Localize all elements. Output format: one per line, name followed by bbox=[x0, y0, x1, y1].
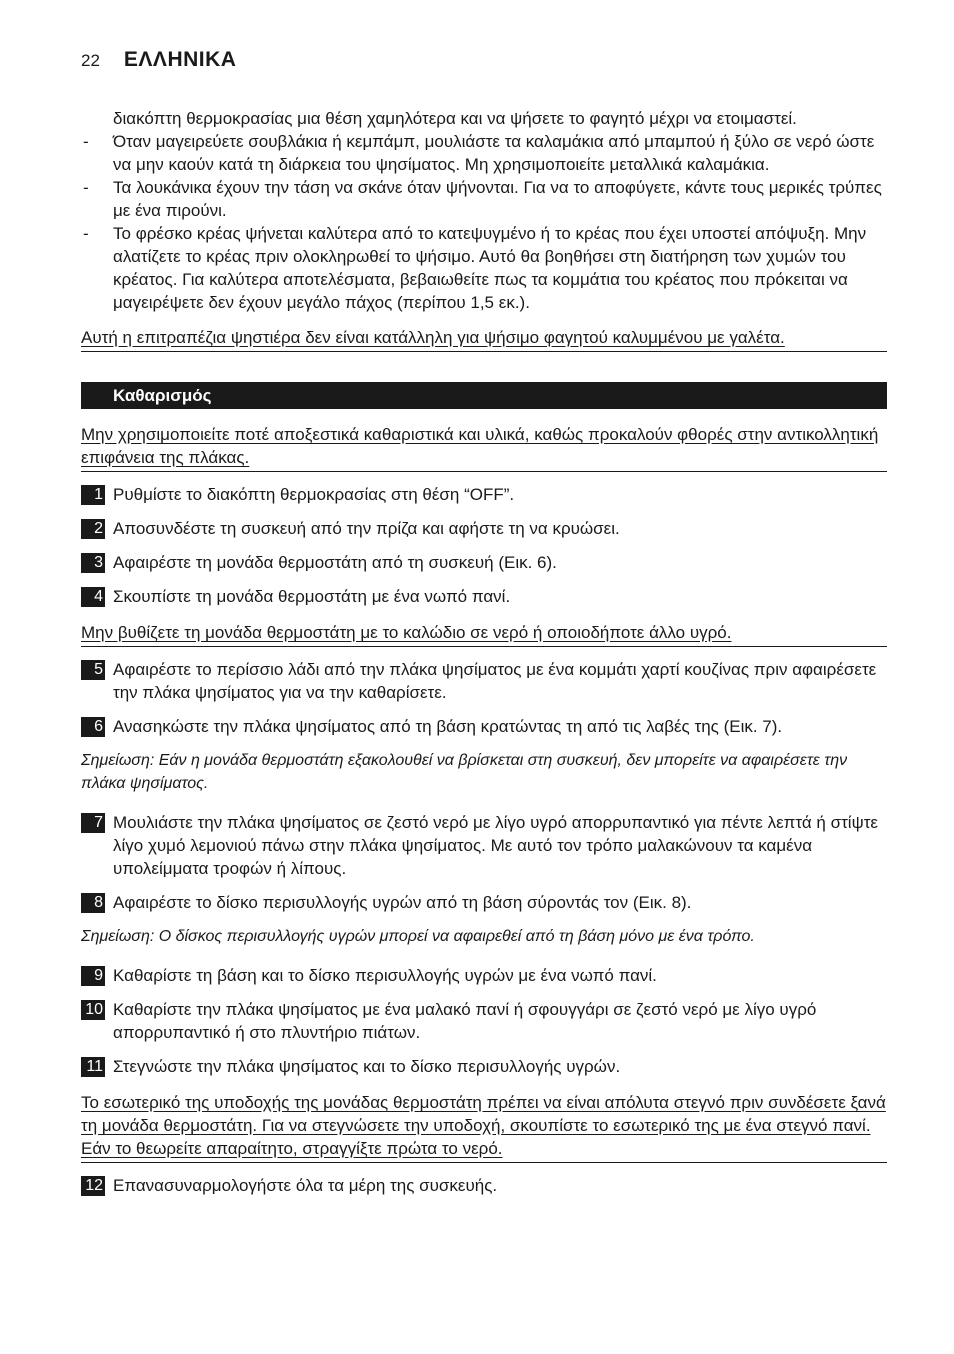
tips-list bbox=[81, 130, 887, 314]
language-heading: ΕΛΛΗΝΙΚΑ bbox=[123, 48, 237, 71]
step-text: Καθαρίστε τη βάση και το δίσκο περισυλλογής υγρών με ένα νωπό πανί. bbox=[113, 966, 657, 985]
step-text: Αφαιρέστε το περίσσιο λάδι από την πλάκα ψησίματος με ένα κομμάτι χαρτί κουζίνας πριν αφαιρέσετε την πλάκα ψησίματος για να την καθαρίσετε. bbox=[113, 660, 877, 702]
warning-text: Αυτή η επιτραπέζια ψηστιέρα δεν είναι κατάλληλη για ψήσιμο φαγητού καλυμμένου με γαλέτα. bbox=[81, 328, 785, 347]
step-number: 5 bbox=[81, 660, 105, 680]
list-item bbox=[81, 176, 887, 222]
step-number: 10 bbox=[81, 1000, 105, 1020]
list-item-text: Τα λουκάνικα έχουν την τάση να σκάνε όταν ψήνονται. Για να το αποφύγετε, κάντε τους μερικές τρύπες με ένα πιρούνι. bbox=[113, 178, 882, 220]
step-12 bbox=[81, 1174, 887, 1197]
step-text: Καθαρίστε την πλάκα ψησίματος με ένα μαλακό πανί ή σφουγγάρι σε ζεστό νερό με λίγο υγρό απορρυπαντικό ή στο πλυντήριο πιάτων. bbox=[113, 1000, 817, 1042]
note-thermostat: Σημείωση: Εάν η μονάδα θερμοστάτη εξακολουθεί να βρίσκεται στη συσκευή, δεν μπορείτε να αφαιρέσετε την πλάκα ψησίματος. bbox=[81, 752, 848, 792]
step-10 bbox=[81, 998, 887, 1044]
step-3 bbox=[81, 551, 887, 574]
page-content bbox=[81, 107, 887, 1197]
warning-dry bbox=[81, 1091, 887, 1163]
step-text: Αφαιρέστε τη μονάδα θερμοστάτη από τη συσκευή (Εικ. 6). bbox=[113, 553, 557, 572]
step-9 bbox=[81, 964, 887, 987]
section-heading: Καθαρισμός bbox=[81, 382, 887, 409]
step-text: Μουλιάστε την πλάκα ψησίματος σε ζεστό νερό με λίγο υγρό απορρυπαντικό για πέντε λεπτά ή στίψτε λίγο χυμό λεμονιού πάνω στην πλάκα ψησίματος. Με αυτό τον τρόπο μαλακώνουν τα καμένα υπολείμματα τροφών ή λίπους. bbox=[113, 813, 878, 878]
step-1 bbox=[81, 483, 887, 506]
step-number: 7 bbox=[81, 813, 105, 833]
list-item bbox=[81, 130, 887, 176]
step-8 bbox=[81, 891, 887, 914]
step-number: 8 bbox=[81, 893, 105, 913]
step-number: 11 bbox=[81, 1057, 105, 1077]
step-number: 2 bbox=[81, 519, 105, 539]
step-2 bbox=[81, 517, 887, 540]
warning-immerse bbox=[81, 621, 887, 647]
page-number: 22 bbox=[81, 51, 100, 70]
step-text: Σκουπίστε τη μονάδα θερμοστάτη με ένα νωπό πανί. bbox=[113, 587, 511, 606]
step-text: Αποσυνδέστε τη συσκευή από την πρίζα και αφήστε τη να κρυώσει. bbox=[113, 519, 620, 538]
step-text: Αφαιρέστε το δίσκο περισυλλογής υγρών από τη βάση σύροντάς τον (Εικ. 8). bbox=[113, 893, 692, 912]
warning-abrasive bbox=[81, 423, 887, 472]
step-number: 1 bbox=[81, 485, 105, 505]
warning-text: Το εσωτερικό της υποδοχής της μονάδας θερμοστάτη πρέπει να είναι απόλυτα στεγνό πριν συνδέσετε ξανά τη μονάδα θερμοστάτη. Για να στεγνώσετε την υποδοχή, σκουπίστε το εσωτερικό της με ένα στεγνό πανί. Εάν το θεωρείτε απαραίτητο, στραγγίξτε πρώτα το νερό. bbox=[81, 1093, 886, 1158]
step-4 bbox=[81, 585, 887, 608]
step-7 bbox=[81, 811, 887, 880]
step-number: 9 bbox=[81, 966, 105, 986]
dash-marker: - bbox=[83, 224, 89, 243]
page-header bbox=[81, 48, 236, 72]
step-text: Στεγνώστε την πλάκα ψησίματος και το δίσκο περισυλλογής υγρών. bbox=[113, 1057, 621, 1076]
step-number: 12 bbox=[81, 1176, 105, 1196]
step-11 bbox=[81, 1055, 887, 1078]
step-5 bbox=[81, 658, 887, 704]
step-number: 6 bbox=[81, 717, 105, 737]
step-6 bbox=[81, 715, 887, 738]
step-text: Επανασυναρμολογήστε όλα τα μέρη της συσκευής. bbox=[113, 1176, 498, 1195]
list-item-text: Το φρέσκο κρέας ψήνεται καλύτερα από το κατεψυγμένο ή το κρέας που έχει υποστεί απόψυξη. Μην αλατίζετε το κρέας πριν ολοκληρωθεί το ψήσιμο. Αυτό θα βοηθήσει στη διατήρηση των χυμών του κρέατος. Για καλύτερα αποτελέσματα, βεβαιωθείτε πως τα κομμάτια του κρέατος που πρόκειται να μαγειρέψετε δεν έχουν μεγάλο πάχος (περίπου 1,5 εκ.). bbox=[113, 224, 867, 312]
step-text: Ρυθμίστε το διακόπτη θερμοκρασίας στη θέση “OFF”. bbox=[113, 485, 515, 504]
warning-text: Μην βυθίζετε τη μονάδα θερμοστάτη με το καλώδιο σε νερό ή οποιοδήποτε άλλο υγρό. bbox=[81, 623, 732, 642]
list-item bbox=[81, 222, 887, 314]
dash-marker: - bbox=[83, 178, 89, 197]
warning-foil bbox=[81, 326, 887, 352]
note-drip-tray: Σημείωση: Ο δίσκος περισυλλογής υγρών μπορεί να αφαιρεθεί από τη βάση μόνο με ένα τρόπο. bbox=[81, 928, 755, 945]
step-number: 4 bbox=[81, 587, 105, 607]
list-item-text: Όταν μαγειρεύετε σουβλάκια ή κεμπάμπ, μουλιάστε τα καλαμάκια από μπαμπού ή ξύλο σε νερό ώστε να μην καούν κατά τη διάρκεια του ψησίματος. Μη χρησιμοποιείτε μεταλλικά καλαμάκια. bbox=[113, 132, 875, 174]
step-text: Ανασηκώστε την πλάκα ψησίματος από τη βάση κρατώντας τη από τις λαβές της (Εικ. 7). bbox=[113, 717, 783, 736]
continuation-text: διακόπτη θερμοκρασίας μια θέση χαμηλότερα και να ψήσετε το φαγητό μέχρι να ετοιμαστεί. bbox=[113, 109, 797, 128]
dash-marker: - bbox=[83, 132, 89, 151]
warning-text: Μην χρησιμοποιείτε ποτέ αποξεστικά καθαριστικά και υλικά, καθώς προκαλούν φθορές στην αντικολλητική επιφάνεια της πλάκας. bbox=[81, 425, 879, 467]
step-number: 3 bbox=[81, 553, 105, 573]
